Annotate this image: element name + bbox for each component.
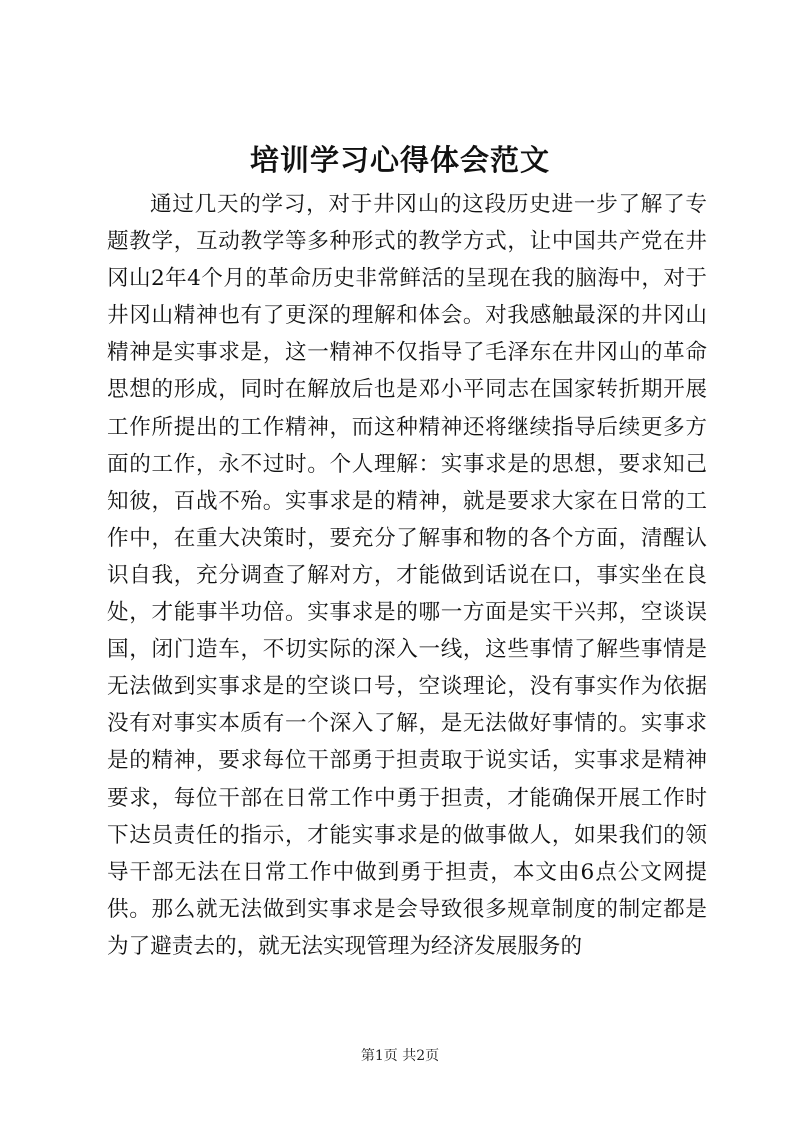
document-body: 通过几天的学习，对于井冈山的这段历史进一步了解了专题教学，互动教学等多种形式的教学方式，让中国共产党在井冈山2年4个月的革命历史非常鲜活的呈现在我的脑海中，对于井冈山精神也有了更深的理解和体会。对我感触最深的井冈山精神是实事求是，这一精神不仅指导了毛泽东在井冈山的革命思想的形成，同时在解放后也是邓小平同志在国家转折期开展工作所提出的工作精神，而这种精神还将继续指导后续更多方面的工作，永不过时。个人理解：实事求是的思想，要求知己知彼，百战不殆。实事求是的精神，就是要求大家在日常的工作中，在重大决策时，要充分了解事和物的各个方面，清醒认识自我，充分调查了解对方，才能做到话说在口，事实坐在良处，才能事半功倍。实事求是的哪一方面是实干兴邦，空谈误国，闭门造车，不切实际的深入一线，这些事情了解些事情是无法做到实事求是的空谈口号，空谈理论，没有事实作为依据没有对事实本质有一个深入了解，是无法做好事情的。实事求是的精神，要求每位干部勇于担责取于说实话，实事求是精神要求，每位干部在日常工作中勇于担责，才能确保开展工作时下达员责任的指示，才能实事求是的做事做人，如果我们的领导干部无法在日常工作中做到勇于担责，本文由6点公文网提供。那么就无法做到实事求是会导致很多规章制度的制定都是为了避责去的，就无法实现管理为经济发展服务的	[107, 192, 707, 959]
document-title: 培训学习心得体会范文	[249, 143, 550, 177]
page-footer: 第1页 共2页	[360, 1048, 440, 1064]
